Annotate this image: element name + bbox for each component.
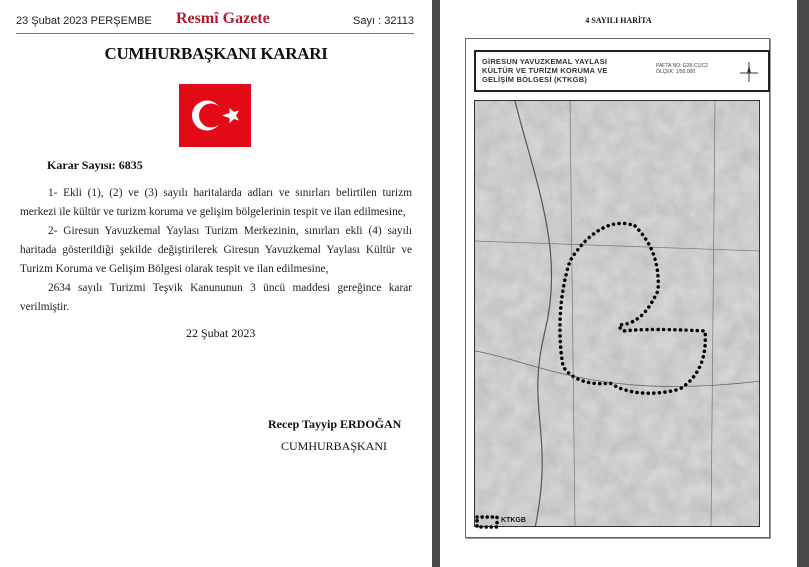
signatory-name: Recep Tayyip ERDOĞAN [268, 417, 402, 431]
decision-number: Karar Sayısı: 6835 [47, 158, 143, 172]
decision-paragraph: 2- Giresun Yavuzkemal Yaylası Turizm Merkezinin, sınırları ekli (4) sayılı haritada gösterildiği şekilde değiştirilerek Giresun Yavuzkemal Yaylası Kültür ve Turizm Koruma ve Gelişim Bölgesi olarak tespit ve ilan edilmesine, [20, 225, 412, 275]
decision-date: 22 Şubat 2023 [186, 326, 256, 340]
sheet-number: PAFTA NO: G28-C1/C2 [656, 63, 709, 69]
map-title-box [474, 50, 770, 92]
turkish-flag-icon [179, 84, 251, 147]
decision-heading: CUMHURBAŞKANI KARARI [104, 44, 328, 63]
map-title-line: KÜLTÜR VE TURİZM KORUMA VE [482, 66, 608, 75]
dotted-boundary-icon [475, 514, 501, 530]
map-scale: ÖLÇEK: 1/50.000 [656, 69, 696, 75]
map-legend [475, 514, 526, 532]
north-arrow-icon [738, 60, 760, 84]
map-sheet-info [656, 63, 708, 75]
decision-body [20, 184, 412, 317]
signatory-title: CUMHURBAŞKANI [281, 439, 388, 453]
page-divider [797, 0, 809, 567]
legend-label: KTKGB [501, 517, 526, 524]
map-title-line: GELİŞİM BÖLGESİ (KTKGB) [482, 75, 588, 84]
gazette-header [16, 10, 414, 34]
page-divider [432, 0, 440, 567]
map-title-line: GİRESUN YAVUZKEMAL YAYLASI [482, 57, 608, 66]
decision-paragraph: 1- Ekli (1), (2) ve (3) sayılı haritalarda adları ve sınırları belirtilen turizm merkezi ile kültür ve turizm koruma ve gelişim bölgelerinin tespit ve ilan edilmesine, [20, 187, 412, 218]
map-page-title: 4 SAYILI HARİTA [585, 16, 652, 25]
topographic-map [474, 100, 760, 527]
issue-number: Sayı : 32113 [353, 15, 414, 27]
decision-paragraph: 2634 sayılı Turizmi Teşvik Kanununun 3 üncü maddesi gereğince karar verilmiştir. [20, 282, 412, 313]
issue-date: 23 Şubat 2023 PERŞEMBE [16, 15, 152, 27]
map-title [482, 57, 608, 84]
gazette-title: Resmî Gazete [176, 10, 270, 27]
